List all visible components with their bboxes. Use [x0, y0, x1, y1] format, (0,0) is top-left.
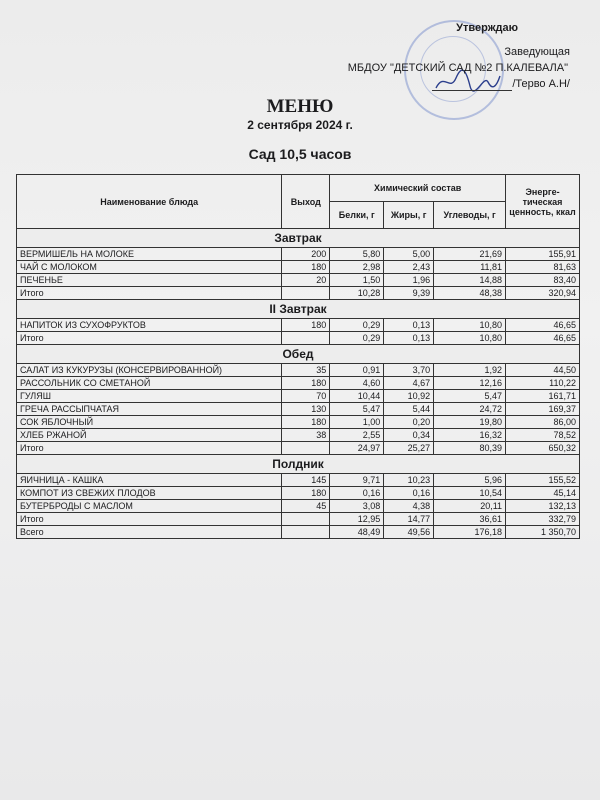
cell-carbs: 21,69: [434, 248, 506, 261]
cell-fat: 9,39: [384, 287, 434, 300]
cell-carbs: 19,80: [434, 416, 506, 429]
section-title: Полдник: [17, 455, 580, 474]
cell-protein: 2,98: [330, 261, 384, 274]
cell-carbs: 10,80: [434, 332, 506, 345]
cell-protein: 3,08: [330, 500, 384, 513]
cell-protein: 10,44: [330, 390, 384, 403]
cell-protein: 1,50: [330, 274, 384, 287]
page-title: МЕНЮ: [266, 96, 334, 117]
cell-name: ГРЕЧА РАССЫПЧАТАЯ: [17, 403, 282, 416]
cell-carbs: 20,11: [434, 500, 506, 513]
cell-fat: 2,43: [384, 261, 434, 274]
cell-fat: 0,16: [384, 487, 434, 500]
cell-energy: 155,52: [506, 474, 580, 487]
cell-protein: 0,16: [330, 487, 384, 500]
cell-fat: 25,27: [384, 442, 434, 455]
cell-fat: 49,56: [384, 526, 434, 539]
cell-energy: 46,65: [506, 332, 580, 345]
section-title: Обед: [17, 345, 580, 364]
cell-output: 70: [282, 390, 330, 403]
section-row: [17, 300, 580, 319]
menu-table: [16, 174, 580, 539]
cell-fat: 0,20: [384, 416, 434, 429]
cell-energy: 44,50: [506, 364, 580, 377]
header-energy: Энерге-тическая ценность, ккал: [506, 175, 580, 229]
cell-output: [282, 287, 330, 300]
cell-output: 180: [282, 377, 330, 390]
table-row: [17, 274, 580, 287]
cell-name: ГУЛЯШ: [17, 390, 282, 403]
cell-carbs: 10,54: [434, 487, 506, 500]
cell-fat: 10,92: [384, 390, 434, 403]
section-row: [17, 455, 580, 474]
menu-date: 2 сентября 2024 г.: [247, 118, 353, 132]
cell-name: Итого: [17, 332, 282, 345]
cell-carbs: 14,88: [434, 274, 506, 287]
cell-fat: 0,13: [384, 319, 434, 332]
cell-output: 180: [282, 487, 330, 500]
cell-name: ЧАЙ С МОЛОКОМ: [17, 261, 282, 274]
cell-output: 180: [282, 416, 330, 429]
cell-energy: 320,94: [506, 287, 580, 300]
cell-protein: 9,71: [330, 474, 384, 487]
cell-output: 180: [282, 319, 330, 332]
cell-energy: 46,65: [506, 319, 580, 332]
table-row: [17, 319, 580, 332]
cell-output: 200: [282, 248, 330, 261]
cell-protein: 24,97: [330, 442, 384, 455]
approval-signatory: /Терво А.Н/: [512, 78, 570, 90]
cell-protein: 5,80: [330, 248, 384, 261]
cell-fat: 3,70: [384, 364, 434, 377]
cell-energy: 155,91: [506, 248, 580, 261]
cell-protein: 2,55: [330, 429, 384, 442]
approval-title: Утверждаю: [456, 22, 518, 34]
cell-carbs: 16,32: [434, 429, 506, 442]
table-row: [17, 377, 580, 390]
table-row: [17, 261, 580, 274]
cell-fat: 1,96: [384, 274, 434, 287]
cell-fat: 4,67: [384, 377, 434, 390]
cell-carbs: 48,38: [434, 287, 506, 300]
cell-energy: 161,71: [506, 390, 580, 403]
cell-protein: 0,29: [330, 319, 384, 332]
cell-name: КОМПОТ ИЗ СВЕЖИХ ПЛОДОВ: [17, 487, 282, 500]
table-row: [17, 500, 580, 513]
cell-output: [282, 442, 330, 455]
cell-protein: 12,95: [330, 513, 384, 526]
cell-carbs: 5,47: [434, 390, 506, 403]
cell-fat: 4,38: [384, 500, 434, 513]
cell-carbs: 12,16: [434, 377, 506, 390]
table-row: [17, 332, 580, 345]
menu-group: Сад 10,5 часов: [248, 146, 352, 162]
header-protein: Белки, г: [330, 202, 384, 229]
table-row: [17, 248, 580, 261]
cell-fat: 10,23: [384, 474, 434, 487]
header-carbs: Углеводы, г: [434, 202, 506, 229]
cell-protein: 0,91: [330, 364, 384, 377]
cell-carbs: 80,39: [434, 442, 506, 455]
table-row: [17, 429, 580, 442]
cell-output: 35: [282, 364, 330, 377]
cell-name: Всего: [17, 526, 282, 539]
cell-name: НАПИТОК ИЗ СУХОФРУКТОВ: [17, 319, 282, 332]
section-row: [17, 229, 580, 248]
cell-carbs: 11,81: [434, 261, 506, 274]
cell-energy: 169,37: [506, 403, 580, 416]
cell-output: 130: [282, 403, 330, 416]
cell-fat: 5,00: [384, 248, 434, 261]
cell-energy: 332,79: [506, 513, 580, 526]
cell-name: ХЛЕБ РЖАНОЙ: [17, 429, 282, 442]
table-row: [17, 474, 580, 487]
cell-protein: 48,49: [330, 526, 384, 539]
menu-table-body: [17, 229, 580, 539]
cell-output: 145: [282, 474, 330, 487]
cell-carbs: 5,96: [434, 474, 506, 487]
approval-position: Заведующая: [504, 46, 570, 58]
cell-protein: 10,28: [330, 287, 384, 300]
cell-output: 20: [282, 274, 330, 287]
cell-energy: 86,00: [506, 416, 580, 429]
cell-fat: 5,44: [384, 403, 434, 416]
cell-energy: 132,13: [506, 500, 580, 513]
section-title: II Завтрак: [17, 300, 580, 319]
header-chem: Химический состав: [330, 175, 506, 202]
cell-output: [282, 526, 330, 539]
cell-energy: 1 350,70: [506, 526, 580, 539]
cell-output: [282, 513, 330, 526]
cell-protein: 1,00: [330, 416, 384, 429]
cell-carbs: 176,18: [434, 526, 506, 539]
cell-energy: 78,52: [506, 429, 580, 442]
table-row: [17, 364, 580, 377]
header-fat: Жиры, г: [384, 202, 434, 229]
cell-protein: 5,47: [330, 403, 384, 416]
cell-name: Итого: [17, 287, 282, 300]
table-row: [17, 287, 580, 300]
table-row: [17, 442, 580, 455]
header-name: Наименование блюда: [17, 175, 282, 229]
cell-output: 180: [282, 261, 330, 274]
cell-output: 45: [282, 500, 330, 513]
cell-name: СОК ЯБЛОЧНЫЙ: [17, 416, 282, 429]
cell-carbs: 36,61: [434, 513, 506, 526]
cell-fat: 0,34: [384, 429, 434, 442]
cell-name: ВЕРМИШЕЛЬ НА МОЛОКЕ: [17, 248, 282, 261]
cell-energy: 81,63: [506, 261, 580, 274]
table-row: [17, 416, 580, 429]
cell-name: ПЕЧЕНЬЕ: [17, 274, 282, 287]
cell-fat: 0,13: [384, 332, 434, 345]
cell-carbs: 24,72: [434, 403, 506, 416]
cell-energy: 83,40: [506, 274, 580, 287]
cell-carbs: 1,92: [434, 364, 506, 377]
cell-protein: 0,29: [330, 332, 384, 345]
section-title: Завтрак: [17, 229, 580, 248]
cell-name: САЛАТ ИЗ КУКУРУЗЫ (КОНСЕРВИРОВАННОЙ): [17, 364, 282, 377]
cell-energy: 45,14: [506, 487, 580, 500]
approval-organization: МБДОУ "ДЕТСКИЙ САД №2 П.КАЛЕВАЛА": [347, 62, 568, 74]
cell-carbs: 10,80: [434, 319, 506, 332]
cell-name: Итого: [17, 513, 282, 526]
cell-name: ЯИЧНИЦА - КАШКА: [17, 474, 282, 487]
cell-output: 38: [282, 429, 330, 442]
cell-energy: 110,22: [506, 377, 580, 390]
signature-line: [432, 90, 512, 91]
section-row: [17, 345, 580, 364]
cell-name: Итого: [17, 442, 282, 455]
cell-name: БУТЕРБРОДЫ С МАСЛОМ: [17, 500, 282, 513]
header-output: Выход: [282, 175, 330, 229]
cell-fat: 14,77: [384, 513, 434, 526]
table-row: [17, 487, 580, 500]
table-row: [17, 513, 580, 526]
table-row: [17, 526, 580, 539]
table-row: [17, 390, 580, 403]
cell-protein: 4,60: [330, 377, 384, 390]
cell-energy: 650,32: [506, 442, 580, 455]
cell-output: [282, 332, 330, 345]
table-row: [17, 403, 580, 416]
cell-name: РАССОЛЬНИК СО СМЕТАНОЙ: [17, 377, 282, 390]
